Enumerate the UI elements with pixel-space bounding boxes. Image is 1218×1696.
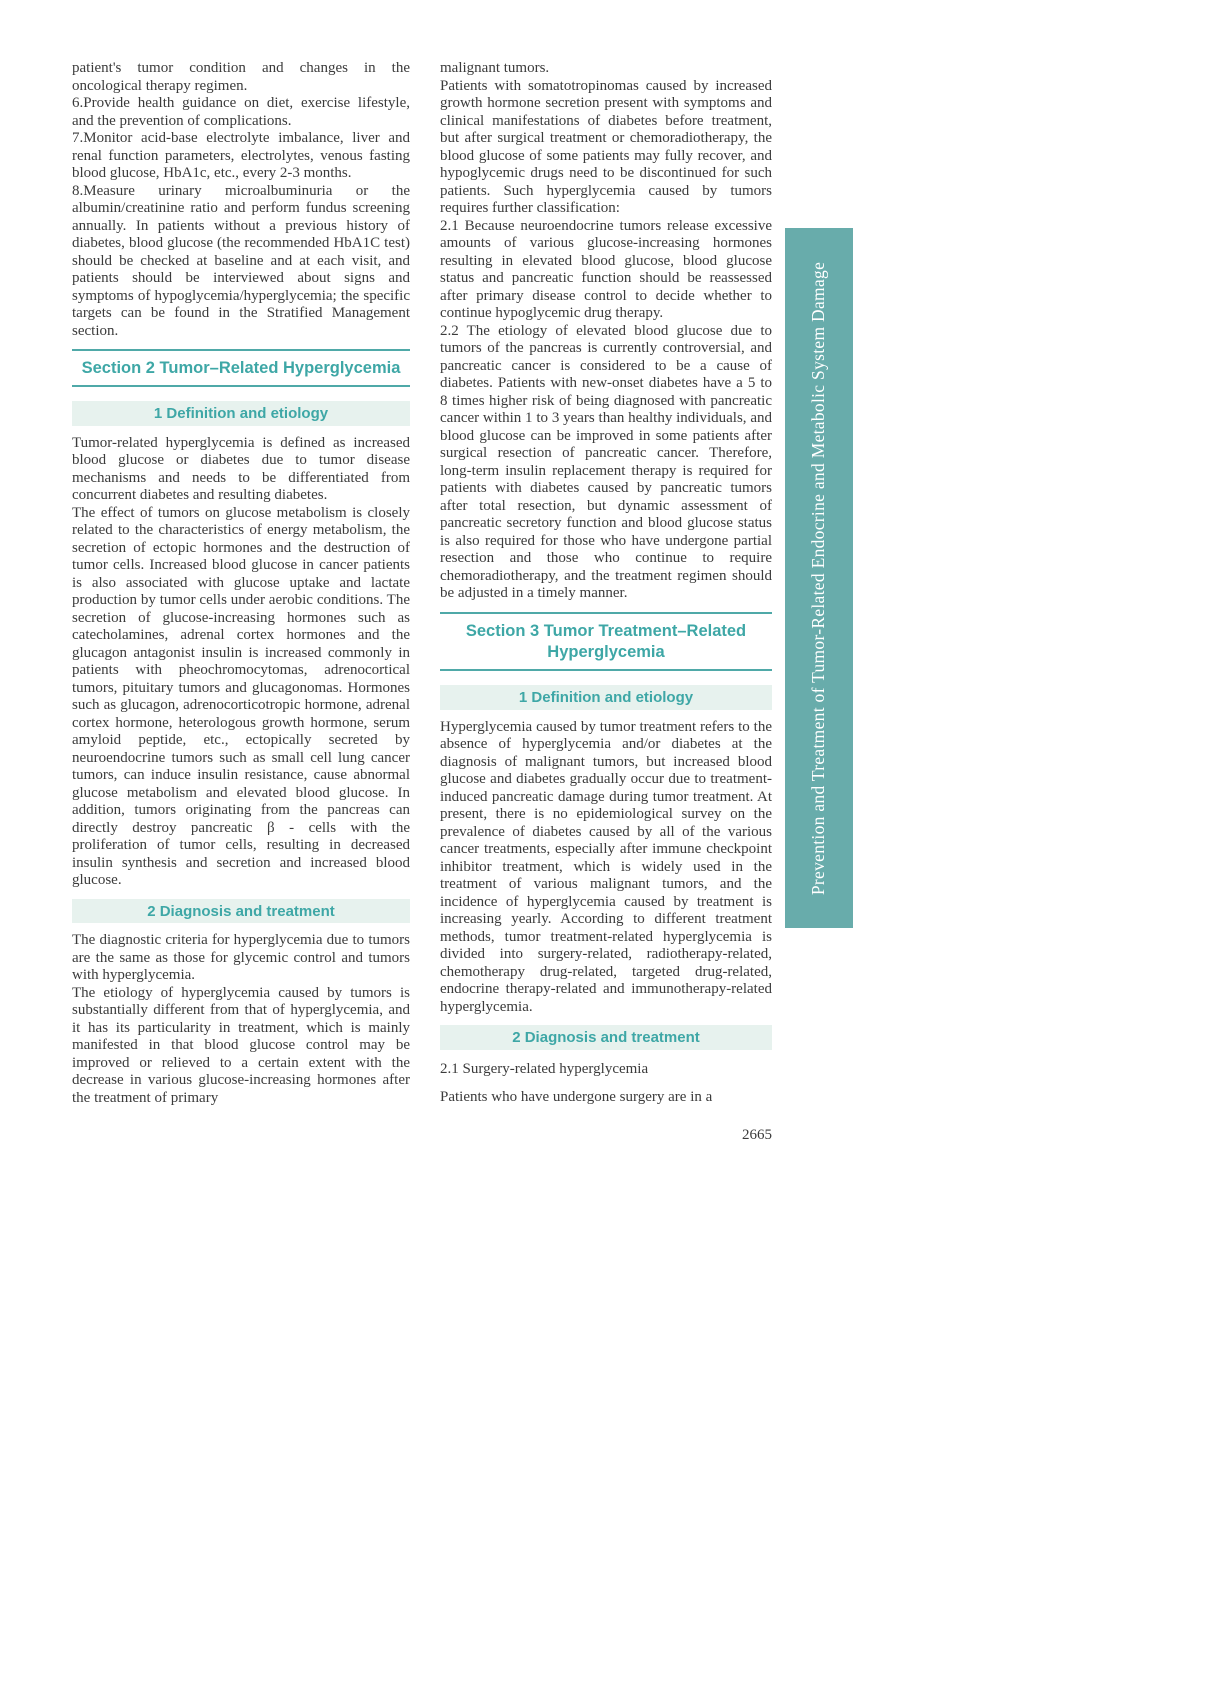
- paragraph-2-1: 2.1 Because neuroendocrine tumors release excessive amounts of various glucose-increasing hormones resulting in elevated blood glucose, blood glucose status and pancreatic function should be reassessed after primary disease control to decide whether to continue hypoglycemic drug therapy.: [440, 217, 772, 321]
- paragraph-diagnosis-1: The diagnostic criteria for hyperglycemia due to tumors are the same as those for glycemic control and tumors with hyperglycemia.: [72, 932, 410, 984]
- paragraph-definition-2: The effect of tumors on glucose metabolism is closely related to the characteristics of energy metabolism, the secretion of ectopic hormones and the destruction of tumor cells. Increased blood glucose in cancer patients is also associated with glucose uptake and lactate production by tumor cells under aerobic conditions. The secretion of glucose-increasing hormones such as catecholamines, adrenal cortex hormones and the glucagon antagonist insulin is increased commonly in patients with pheochromocytomas, adrenocortical tumors, pituitary tumors and glucagonomas. Hormones such as glucagon, adrenocorticotropic hormone, adrenal cortex hormone, heterologous growth hormone, serum amyloid peptide, etc., ectopically secreted by neuroendocrine tumors such as small cell lung cancer tumors, can induce insulin resistance, cause abnormal glucose metabolism and elevated blood glucose. In addition, tumors originating from the pancreas can directly destroy pancreatic β - cells with the proliferation of tumor cells, resulting in decreased insulin synthesis and secretion and increased blood glucose.: [72, 504, 410, 889]
- paragraph-definition-1: Tumor-related hyperglycemia is defined as increased blood glucose or diabetes due to tumor disease mechanisms and needs to be differentiated from concurrent diabetes and resulting diabetes.: [72, 434, 410, 504]
- subsection-diagnosis-treatment: 2 Diagnosis and treatment: [440, 1025, 772, 1050]
- subsection-definition-etiology: 1 Definition and etiology: [440, 685, 772, 710]
- list-item-8: 8.Measure urinary microalbuminuria or the albumin/creatinine ratio and perform fundus screening annually. In patients without a previous history of diabetes, blood glucose (the recommended HbA1C test) should be checked at baseline and at each visit, and patients should be interviewed about signs and symptoms of hypoglycemia/hyperglycemia; the specific targets can be found in the Stratified Management section.: [72, 182, 410, 339]
- paragraph-continuation: malignant tumors.: [440, 60, 550, 76]
- paragraph-diagnosis-2: The etiology of hyperglycemia caused by tumors is substantially different from that of hyperglycemia, and it has its particularity in treatment, which is mainly manifested in that blood glucose control may be improved or relieved to a certain extent with the decrease in various glucose-increasing hormones after the treatment of primary: [72, 984, 410, 1106]
- section-3-header: Section 3 Tumor Treatment–Related Hyperglycemia: [440, 612, 772, 672]
- paragraph-somatotropinomas: Patients with somatotropinomas caused by increased growth hormone secretion present with symptoms and clinical manifestations of diabetes before treatment, but after surgical treatment or chemoradiotherapy, the blood glucose of some patients may fully recover, and hypoglycemic drugs need to be discontinued for such patients. Such hyperglycemia caused by tumors requires further classification:: [440, 77, 772, 216]
- list-item-7: 7.Monitor acid-base electrolyte imbalance, liver and renal function parameters, electrolytes, venous fasting blood glucose, HbA1c, etc., every 2-3 months.: [72, 130, 410, 181]
- heading-surgery-related: 2.1 Surgery-related hyperglycemia: [440, 1060, 649, 1077]
- paragraph-continuation: patient's tumor condition and changes in the oncological therapy regimen.: [72, 60, 410, 94]
- sidebar-label: Prevention and Treatment of Tumor-Related Endocrine and Metabolic System Damage: [808, 261, 829, 895]
- subsection-diagnosis-treatment: 2 Diagnosis and treatment: [72, 899, 410, 924]
- subsection-definition-etiology: 1 Definition and etiology: [72, 401, 410, 426]
- right-column: [440, 60, 772, 1107]
- left-column: [72, 60, 410, 1107]
- paragraph-last: Patients who have undergone surgery are in a: [440, 1089, 713, 1106]
- page-number: 2665: [742, 1127, 772, 1143]
- paragraph-2-2: 2.2 The etiology of elevated blood glucose due to tumors of the pancreas is currently controversial, and pancreatic cancer is considered to be a cause of diabetes. Patients with new-onset diabetes have a 5 to 8 times higher risk of being diagnosed with pancreatic cancer within 1 to 3 years than healthy individuals, and blood glucose can be improved in some patients after surgical resection of pancreatic cancer. Therefore, long-term insulin replacement therapy is required for patients with diabetes caused by pancreatic tumors after total resection, but dynamic assessment of pancreatic secretory function and blood glucose status is also required for those who have undergone partial resection and those who continue to require chemoradiotherapy, and the treatment regimen should be adjusted in a timely manner.: [440, 322, 772, 601]
- section-2-header: Section 2 Tumor–Related Hyperglycemia: [72, 349, 410, 387]
- list-item-6: 6.Provide health guidance on diet, exercise lifestyle, and the prevention of complications.: [72, 95, 410, 129]
- paragraph-definition: Hyperglycemia caused by tumor treatment refers to the absence of hyperglycemia and/or diabetes at the diagnosis of malignant tumors, but increased blood glucose and diabetes gradually occur due to treatment-induced pancreatic damage during tumor treatment. At present, there is no epidemiological survey on the prevalence of diabetes caused by all of the various cancer treatments, especially after immune checkpoint inhibitor treatment, which is widely used in the treatment of various malignant tumors, and the incidence of hyperglycemia caused by treatment is increasing yearly. According to different treatment methods, tumor treatment-related hyperglycemia is divided into surgery-related, radiotherapy-related, chemotherapy drug-related, targeted drug-related, endocrine therapy-related and immunotherapy-related hyperglycemia.: [440, 718, 772, 1015]
- sidebar-tab: [785, 228, 853, 928]
